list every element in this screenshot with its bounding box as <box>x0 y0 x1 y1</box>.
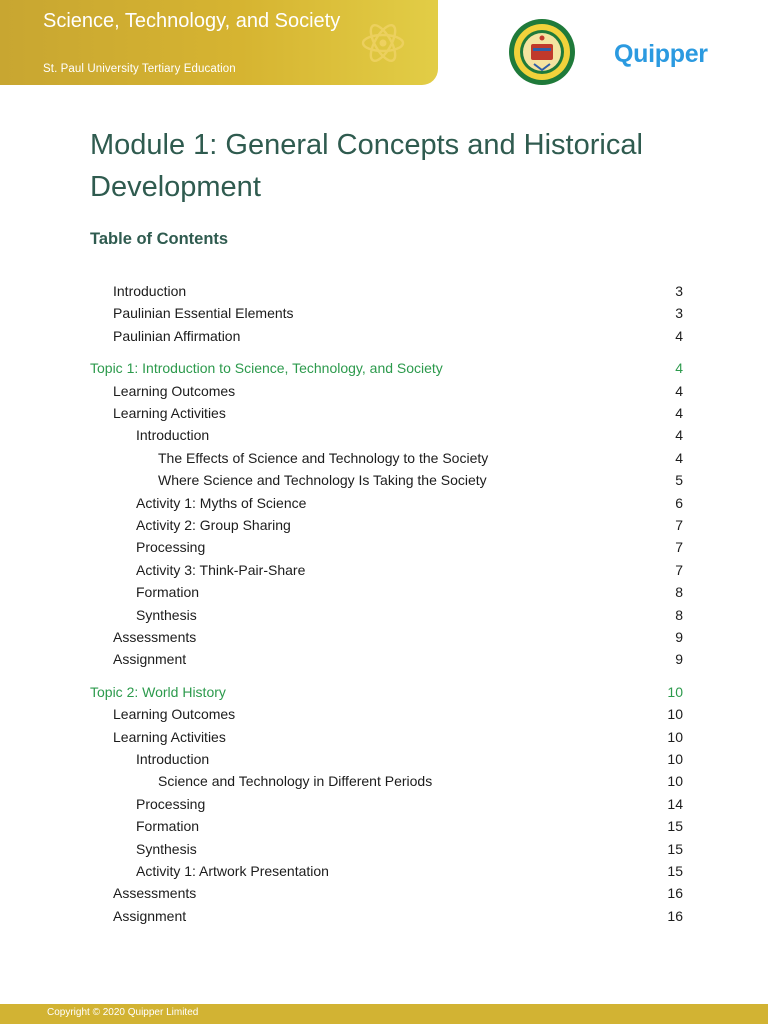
toc-page-number: 7 <box>675 561 683 578</box>
toc-entry-title: Paulinian Essential Elements <box>113 305 294 322</box>
toc-page-number: 7 <box>675 539 683 556</box>
toc-entry[interactable] <box>113 626 683 648</box>
toc-page-number: 10 <box>667 706 683 723</box>
toc-page-number: 9 <box>675 629 683 645</box>
toc-entry-title: Processing <box>136 795 206 812</box>
toc-entry-title: Where Science and Technology Is Taking the Society <box>158 472 487 489</box>
toc-page-number: 4 <box>675 382 683 399</box>
toc-entry[interactable] <box>136 793 683 815</box>
toc-entry-title: Topic 2: World History <box>90 683 226 700</box>
toc-page-number: 8 <box>675 584 683 601</box>
toc-entry-title: Activity 1: Myths of Science <box>136 494 307 511</box>
toc-entry[interactable] <box>136 492 683 514</box>
toc-page-number: 10 <box>667 751 683 767</box>
course-title: Science, Technology, and Society <box>43 10 341 32</box>
toc-page-number: 9 <box>675 651 683 668</box>
toc-entry[interactable] <box>158 770 683 792</box>
toc-page-number: 3 <box>675 283 683 299</box>
toc-entry-title: Paulinian Affirmation <box>113 327 241 344</box>
toc-entry[interactable] <box>136 604 683 626</box>
toc-entry[interactable] <box>113 905 683 927</box>
toc-page-number: 4 <box>675 427 683 444</box>
toc-entry-title: The Effects of Science and Technology to the Society <box>158 449 489 466</box>
toc-entry-title: Introduction <box>136 751 210 767</box>
toc-entry-title: Learning Outcomes <box>113 706 236 723</box>
toc-entry[interactable] <box>113 402 683 424</box>
toc-entry-title: Assignment <box>113 907 187 924</box>
toc-entry[interactable] <box>136 581 683 603</box>
toc-entry-title: Activity 1: Artwork Presentation <box>136 863 329 879</box>
toc-page-number: 15 <box>667 840 683 857</box>
toc-page-number: 16 <box>667 885 683 902</box>
toc-entry[interactable] <box>136 536 683 558</box>
university-seal-icon <box>508 18 576 86</box>
toc-page-number: 16 <box>667 907 683 924</box>
toc-page-number: 7 <box>675 517 683 533</box>
toc-entry[interactable] <box>113 380 683 402</box>
toc-page-number: 3 <box>675 305 683 322</box>
atom-icon <box>360 20 406 66</box>
toc-entry-title: Introduction <box>113 283 187 299</box>
course-banner <box>0 0 438 85</box>
toc-entry-title: Synthesis <box>136 840 197 857</box>
toc-entry[interactable] <box>136 838 683 860</box>
toc-entry[interactable] <box>113 325 683 347</box>
toc-entry-title: Synthesis <box>136 606 197 623</box>
toc-page-number: 5 <box>675 472 683 489</box>
toc-page-number: 14 <box>667 795 683 812</box>
toc-entry[interactable] <box>113 648 683 670</box>
toc-entry-title: Assignment <box>113 651 187 668</box>
toc-topic-entry[interactable] <box>90 357 683 379</box>
toc-page-number: 10 <box>667 773 683 790</box>
toc-page-number: 4 <box>675 449 683 466</box>
toc-entry-title: Assessments <box>113 629 197 645</box>
toc-entry-title: Topic 1: Introduction to Science, Technology, and Society <box>90 360 443 377</box>
toc-entry[interactable] <box>136 860 683 882</box>
toc-entry[interactable] <box>113 726 683 748</box>
toc-entry[interactable] <box>136 748 683 770</box>
toc-entry-title: Activity 2: Group Sharing <box>136 517 291 533</box>
toc-entry-title: Learning Activities <box>113 728 226 745</box>
toc-entry[interactable] <box>113 280 683 302</box>
toc-entry-title: Introduction <box>136 427 210 444</box>
toc-page-number: 8 <box>675 606 683 623</box>
page-footer <box>0 1004 768 1024</box>
toc-entry-title: Science and Technology in Different Periods <box>158 773 433 790</box>
toc-entry[interactable] <box>136 424 683 446</box>
toc-entry-title: Activity 3: Think-Pair-Share <box>136 561 306 578</box>
toc-page-number: 10 <box>667 683 683 700</box>
toc-entry[interactable] <box>113 703 683 725</box>
toc-entry[interactable] <box>136 514 683 536</box>
institution-name: St. Paul University Tertiary Education <box>43 63 236 75</box>
toc-entry[interactable] <box>136 559 683 581</box>
toc-page-number: 4 <box>675 327 683 344</box>
toc-heading: Table of Contents <box>90 230 229 248</box>
toc-entry-title: Formation <box>136 584 200 601</box>
toc-topic-entry[interactable] <box>90 681 683 703</box>
toc-entry[interactable] <box>113 302 683 324</box>
toc-entry[interactable] <box>158 447 683 469</box>
toc-entry-title: Learning Activities <box>113 405 226 421</box>
toc-entry[interactable] <box>158 469 683 491</box>
toc-page-number: 4 <box>675 405 683 421</box>
copyright-text: Copyright © 2020 Quipper Limited <box>47 1007 199 1018</box>
toc-page-number: 6 <box>675 494 683 511</box>
toc-entry[interactable] <box>136 815 683 837</box>
module-title: Module 1: General Concepts and Historical Development <box>90 129 643 203</box>
toc-page-number: 10 <box>667 728 683 745</box>
toc-entry[interactable] <box>113 882 683 904</box>
quipper-logo: Quipper <box>614 40 708 68</box>
toc-page-number: 15 <box>667 863 683 879</box>
toc-entry-title: Formation <box>136 818 200 835</box>
toc-entry-title: Processing <box>136 539 206 556</box>
toc-entry-title: Learning Outcomes <box>113 382 236 399</box>
toc-entry-title: Assessments <box>113 885 197 902</box>
toc-page-number: 15 <box>667 818 683 835</box>
toc-page-number: 4 <box>675 360 683 377</box>
